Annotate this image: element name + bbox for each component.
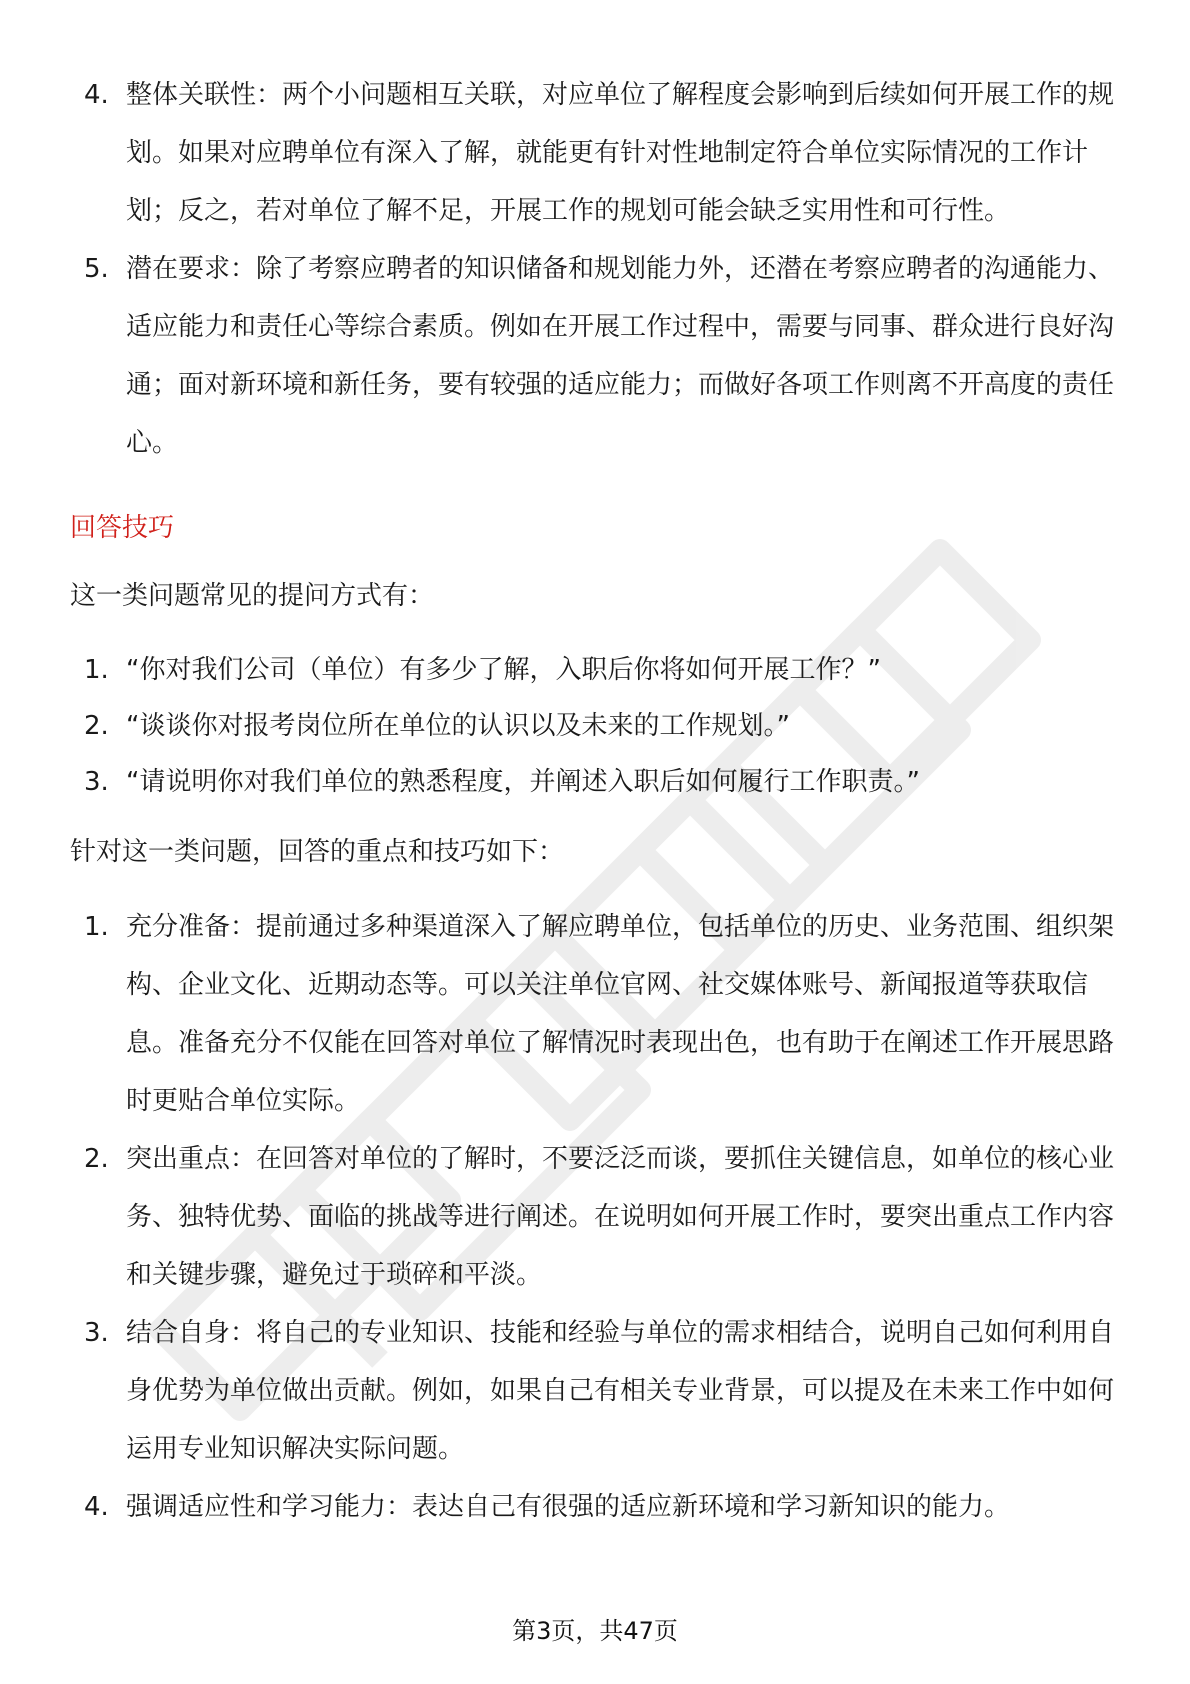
list-item bbox=[70, 698, 1120, 754]
list-item-text: 强调适应性和学习能力：表达自己有很强的适应新环境和学习新知识的能力。 bbox=[126, 1492, 1011, 1522]
context-list bbox=[70, 66, 1120, 472]
list-item bbox=[70, 1304, 1120, 1478]
list-item-text: “你对我们公司（单位）有多少了解，入职后你将如何开展工作？” bbox=[126, 655, 881, 685]
list-number: 4. bbox=[84, 1492, 109, 1522]
list-item bbox=[70, 642, 1120, 698]
list-number: 2. bbox=[84, 1144, 109, 1174]
list-item-text: 潜在要求：除了考察应聘者的知识储备和规划能力外，还潜在考察应聘者的沟通能力、适应能力和责任心等综合素质。例如在开展工作过程中，需要与同事、群众进行良好沟通；面对新环境和新任务，要有较强的适应能力；而做好各项工作则离不开高度的责任心。 bbox=[126, 254, 1115, 458]
list-item-text: “请说明你对我们单位的熟悉程度，并阐述入职后如何履行工作职责。” bbox=[126, 767, 920, 797]
list-item-text: “谈谈你对报考岗位所在单位的认识以及未来的工作规划。” bbox=[126, 711, 790, 741]
list-item-text: 整体关联性：两个小问题相互关联，对应单位了解程度会影响到后续如何开展工作的规划。如果对应聘单位有深入了解，就能更有针对性地制定符合单位实际情况的工作计划；反之，若对单位了解不足，开展工作的规划可能会缺乏实用性和可行性。 bbox=[126, 80, 1115, 226]
list-item bbox=[70, 754, 1120, 810]
list-number: 3. bbox=[84, 767, 109, 797]
list-item-text: 结合自身：将自己的专业知识、技能和经验与单位的需求相结合，说明自己如何利用自身优势为单位做出贡献。例如，如果自己有相关专业背景，可以提及在未来工作中如何运用专业知识解决实际问题。 bbox=[126, 1318, 1115, 1464]
list-item-text: 充分准备：提前通过多种渠道深入了解应聘单位，包括单位的历史、业务范围、组织架构、企业文化、近期动态等。可以关注单位官网、社交媒体账号、新闻报道等获取信息。准备充分不仅能在回答对单位了解情况时表现出色，也有助于在阐述工作开展思路时更贴合单位实际。 bbox=[126, 912, 1115, 1116]
list-number: 1. bbox=[84, 912, 109, 942]
list-item bbox=[70, 898, 1120, 1130]
questions-intro: 这一类问题常见的提问方式有： bbox=[70, 581, 435, 611]
main-content bbox=[70, 66, 1120, 1536]
list-item bbox=[70, 1478, 1120, 1536]
tips-list bbox=[70, 898, 1120, 1536]
list-number: 4. bbox=[84, 80, 109, 110]
list-number: 5. bbox=[84, 254, 109, 284]
question-list bbox=[70, 642, 1120, 810]
list-item bbox=[70, 1130, 1120, 1304]
tips-intro: 针对这一类问题，回答的重点和技巧如下： bbox=[70, 837, 565, 867]
page-footer: 第3页，共47页 bbox=[512, 1617, 678, 1645]
list-number: 1. bbox=[84, 655, 109, 685]
list-number: 3. bbox=[84, 1318, 109, 1348]
list-item bbox=[70, 66, 1120, 240]
list-number: 2. bbox=[84, 711, 109, 741]
section-heading: 回答技巧 bbox=[70, 513, 175, 543]
list-item-text: 突出重点：在回答对单位的了解时，不要泛泛而谈，要抓住关键信息，如单位的核心业务、独特优势、面临的挑战等进行阐述。在说明如何开展工作时，要突出重点工作内容和关键步骤，避免过于琐碎和平淡。 bbox=[126, 1144, 1115, 1290]
list-item bbox=[70, 240, 1120, 472]
